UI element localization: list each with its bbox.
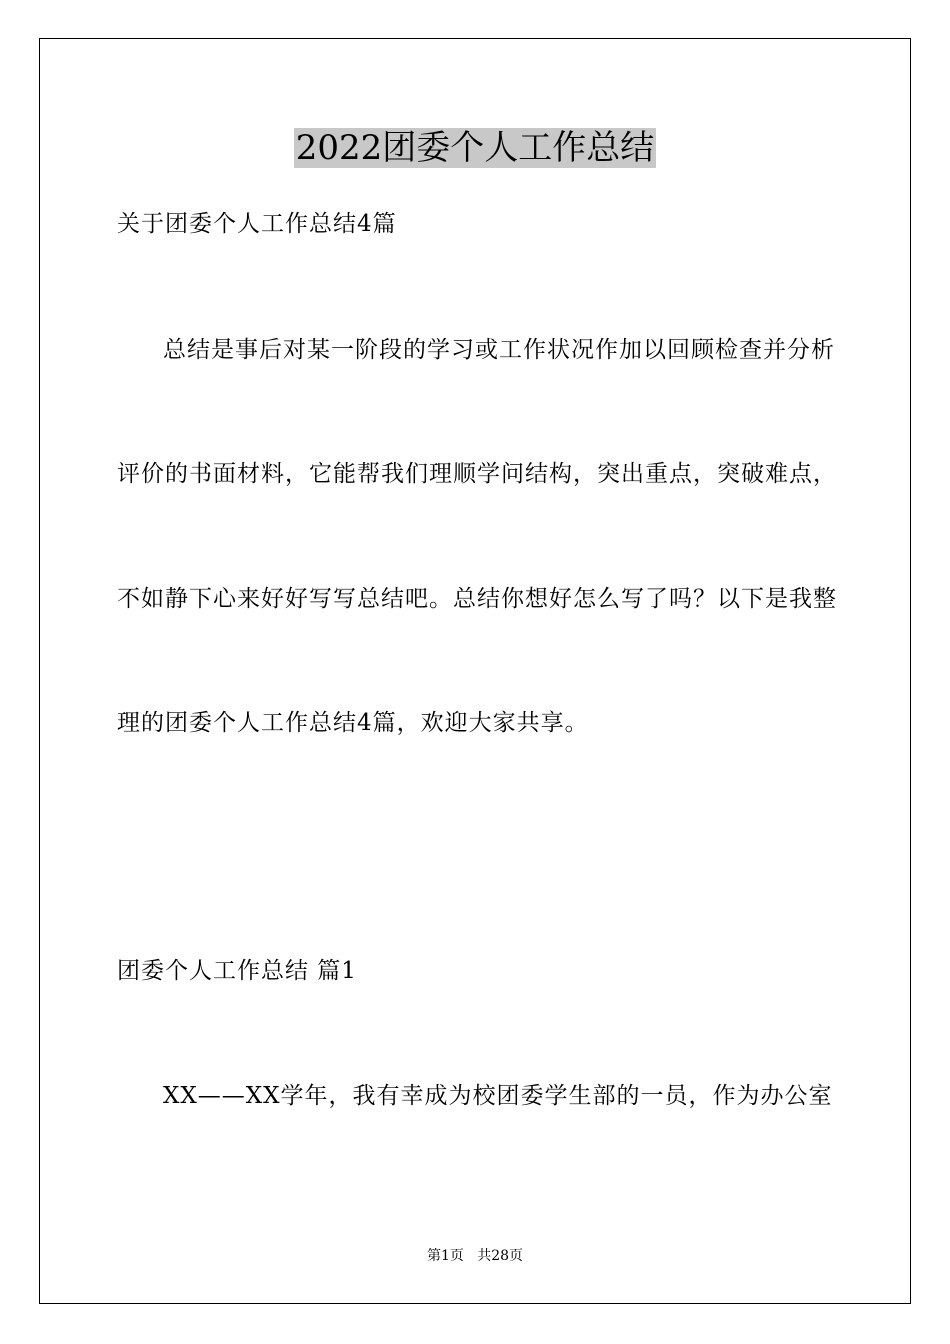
document-title (0, 126, 950, 170)
document-subtitle: 关于团委个人工作总结4篇 (117, 211, 397, 237)
document-title-text: 2022团委个人工作总结 (295, 128, 655, 168)
section-first-line: XX——XX学年，我有幸成为校团委学生部的一员，作为办公室 (163, 1083, 833, 1109)
page-number-footer: 第1页 共28页 (426, 1248, 524, 1264)
intro-line-3: 不如静下心来好好写写总结吧。总结你想好怎么写了吗？以下是我整 (117, 586, 837, 612)
intro-line-4: 理的团委个人工作总结4篇，欢迎大家共享。 (117, 710, 589, 736)
intro-line-1: 总结是事后对某一阶段的学习或工作状况作加以回顾检查并分析 (163, 337, 835, 363)
section-heading: 团委个人工作总结 篇1 (117, 958, 357, 984)
intro-line-2: 评价的书面材料，它能帮我们理顺学问结构，突出重点，突破难点， (117, 461, 837, 487)
